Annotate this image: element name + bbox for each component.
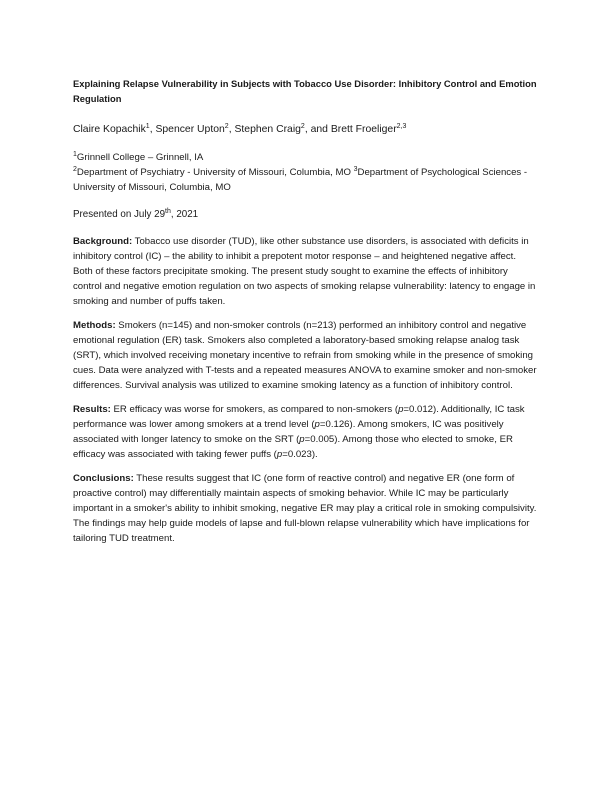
author-affiliation-mark: 1	[145, 123, 150, 130]
author-name: Brett Froeliger	[330, 124, 397, 135]
affiliation-mark: 1	[73, 151, 77, 158]
section-body: Smokers (n=145) and non-smoker controls (n=213) performed an inhibitory control and negative emotional regulation (ER) task. Smokers also completed a laboratory-based smoking relapse analog task (SRT), which involved receiving monetary incentive to refrain from smoking while in the presence of smoking cues. Data were analyzed with T-tests and a repeated measures ANOVA to examine smoker and non-smoker differences. Survival analysis was utilized to examine smoking latency as a function of inhibitory control.	[73, 320, 537, 391]
affiliation-mark: 2	[73, 166, 77, 173]
author-name: Claire Kopachik	[73, 124, 146, 135]
methods-section	[73, 318, 538, 393]
paper-title: Explaining Relapse Vulnerability in Subjects with Tobacco Use Disorder: Inhibitory Control and Emotion Regulation	[73, 78, 537, 104]
presentation-date: Presented on July 29th, 2021	[73, 208, 199, 220]
author-affiliation-mark: 2	[224, 123, 229, 130]
section-heading: Results:	[73, 404, 111, 415]
section-body: Tobacco use disorder (TUD), like other substance use disorders, is associated with deficits in inhibitory control (IC) – the ability to inhibit a prepotent motor response – and heightened negative affect. Both of these factors precipitate smoking. The present study sought to examine the effects of inhibitory control and negative emotion regulation on two aspects of smoking relapse vulnerability: latency to engage in smoking and number of puffs taken.	[73, 236, 536, 307]
section-heading: Methods:	[73, 320, 116, 331]
author-affiliation-mark: 2,3	[396, 123, 407, 130]
affiliations	[73, 150, 538, 195]
section-heading: Background:	[73, 236, 133, 247]
section-body: These results suggest that IC (one form of reactive control) and negative ER (one form of proactive control) may differentially maintain aspects of smoking behavior. While IC may be particularly important in a smoker's ability to inhibit smoking, negative ER may play a critical role in smoking compulsivity. The findings may help guide models of lapse and full-blown relapse vulnerability which have implications for tailoring TUD treatment.	[73, 473, 537, 544]
background-section	[73, 234, 538, 309]
affiliation-1: $^1$Grinnell College – Grinnell, IA	[73, 151, 204, 163]
affiliation-2-3: $^2$Department of Psychiatry - University of Missouri, Columbia, MO $^3$Department of Psychological Sciences - University of Missouri, Columbia, MO	[73, 166, 528, 193]
results-section: Results: ER efficacy was worse for smokers, as compared to non-smokers (p=0.012). Additionally, IC task performance was lower among smokers at a trend level (p=0.126). Among smokers, IC was positively associated with longer latency to smoke on the SRT (p=0.005). Among those who elected to smoke, ER efficacy was associated with taking fewer puffs (p=0.023).	[73, 404, 525, 460]
section-heading: Conclusions:	[73, 473, 134, 484]
author-list: Claire Kopachik$^1$, Spencer Upton$^2$, Stephen Craig$^2$, and Brett Froeliger$^{2,3}$	[73, 123, 407, 135]
conclusions-section	[73, 471, 538, 546]
author-name: Stephen Craig	[234, 124, 301, 135]
author-affiliation-mark: 2	[300, 123, 305, 130]
affiliation-mark: 3	[353, 166, 358, 173]
author-name: Spencer Upton	[155, 124, 225, 135]
